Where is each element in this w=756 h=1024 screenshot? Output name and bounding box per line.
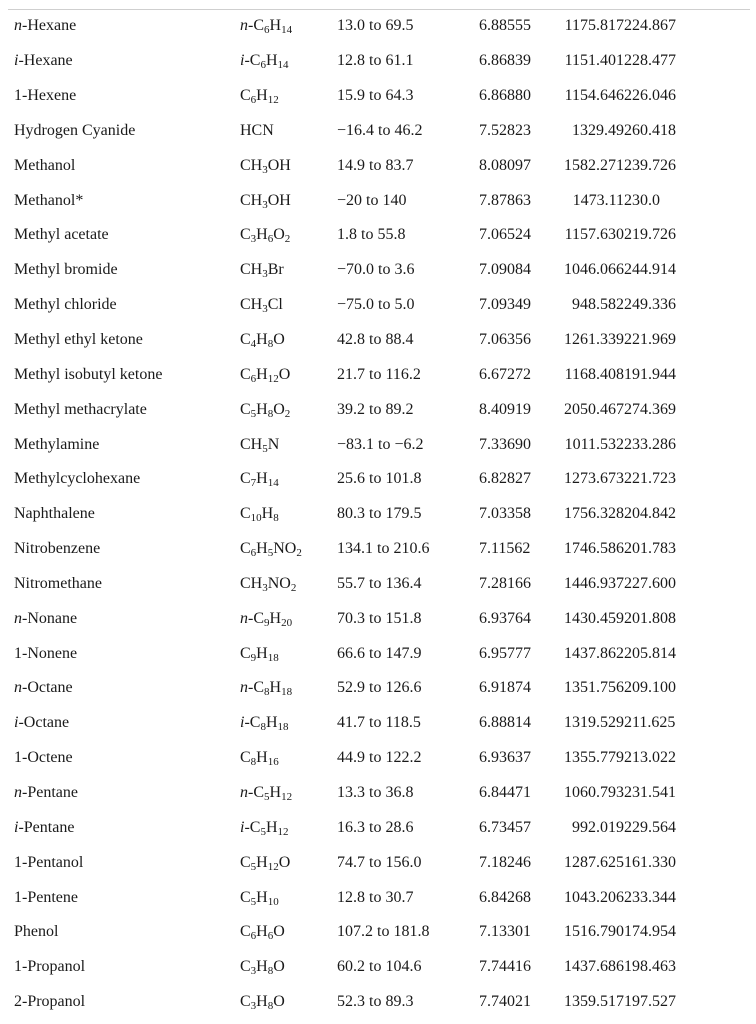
formula-cell: $CH_5N$ <box>240 435 280 455</box>
table-row <box>14 950 694 985</box>
formula-cell: $i-C_8H_{18}$ <box>240 714 289 734</box>
constant-a-cell: 6.84471 <box>479 783 531 801</box>
constant-a-cell: 6.84268 <box>479 888 531 906</box>
formula-cell: $n-C_5H_{12}$ <box>240 783 293 803</box>
formula-cell: $n-C_9H_{20}$ <box>240 609 293 629</box>
table-row <box>14 253 694 288</box>
compound-name-cell: Methylcyclohexane <box>14 470 141 488</box>
compound-name-cell: 1-Pentene <box>14 888 78 906</box>
compound-name-cell: i-Hexane <box>14 52 73 70</box>
constant-b-cell: 1430.459 <box>564 609 624 627</box>
constant-b-cell: 1355.779 <box>564 749 624 767</box>
compound-name-cell: Methanol <box>14 156 76 174</box>
constant-c-cell: 233.286 <box>624 435 676 453</box>
constant-a-cell: 6.88814 <box>479 714 531 732</box>
table-row <box>14 985 694 1020</box>
compound-name-cell: 2-Propanol <box>14 993 86 1011</box>
constant-a-cell: 6.86880 <box>479 87 531 105</box>
temperature-range-cell: 42.8 to 88.4 <box>337 331 414 349</box>
constant-a-cell: 8.08097 <box>479 156 531 174</box>
constant-a-cell: 6.93637 <box>479 749 531 767</box>
formula-cell: $C_4H_8O$ <box>240 331 285 351</box>
compound-name-cell: 1-Nonene <box>14 644 78 662</box>
compound-name-cell: Methyl methacrylate <box>14 400 147 418</box>
formula-cell: $C_5H_{10}$ <box>240 888 279 908</box>
constant-a-cell: 7.09349 <box>479 296 531 314</box>
formula-cell: $n-C_8H_{18}$ <box>240 679 293 699</box>
constant-b-cell: 1287.625 <box>564 853 624 871</box>
constant-c-cell: 231.541 <box>624 783 676 801</box>
compound-name-cell: 1-Pentanol <box>14 853 84 871</box>
constant-b-cell: 1175.817 <box>564 17 624 35</box>
table-row <box>14 148 694 183</box>
constant-b-cell: 1582.271 <box>564 156 624 174</box>
temperature-range-cell: 52.3 to 89.3 <box>337 993 414 1011</box>
constant-b-cell: 1157.630 <box>564 226 624 244</box>
formula-cell: $C_3H_8O$ <box>240 958 285 978</box>
constant-b-cell: 948.582 <box>572 296 624 314</box>
constant-a-cell: 6.73457 <box>479 818 531 836</box>
temperature-range-cell: 25.6 to 101.8 <box>337 470 422 488</box>
constant-a-cell: 7.52823 <box>479 121 531 139</box>
compound-name-cell: Nitromethane <box>14 574 102 592</box>
table-row <box>14 9 694 44</box>
table-row <box>14 601 694 636</box>
compound-name-cell: Methyl acetate <box>14 226 109 244</box>
constant-c-cell: 226.046 <box>624 87 676 105</box>
formula-cell: $n-C_6H_{14}$ <box>240 17 293 37</box>
constant-c-cell: 219.726 <box>624 226 676 244</box>
temperature-range-cell: −70.0 to 3.6 <box>337 261 415 279</box>
constant-c-cell: 191.944 <box>624 365 676 383</box>
constant-a-cell: 7.87863 <box>479 191 531 209</box>
constant-a-cell: 7.09084 <box>479 261 531 279</box>
table-row <box>14 706 694 741</box>
constant-b-cell: 992.019 <box>572 818 624 836</box>
compound-name-cell: Methylamine <box>14 435 100 453</box>
table-row <box>14 567 694 602</box>
formula-cell: $C_6H_{12}O$ <box>240 365 291 385</box>
formula-cell: $CH_3Br$ <box>240 261 284 281</box>
compound-name-cell: Hydrogen Cyanide <box>14 121 136 139</box>
constant-b-cell: 1329.49 <box>572 121 624 139</box>
formula-cell: $CH_3OH$ <box>240 191 291 211</box>
constant-c-cell: 229.564 <box>624 818 676 836</box>
table-row <box>14 218 694 253</box>
constant-a-cell: 6.95777 <box>479 644 531 662</box>
constant-c-cell: 201.783 <box>624 540 676 558</box>
table-row <box>14 79 694 114</box>
constant-b-cell: 1261.339 <box>564 331 624 349</box>
constant-a-cell: 8.40919 <box>479 400 531 418</box>
constant-a-cell: 6.86839 <box>479 52 531 70</box>
temperature-range-cell: 13.0 to 69.5 <box>337 17 414 35</box>
constant-b-cell: 1151.401 <box>564 52 624 70</box>
table-row <box>14 741 694 776</box>
constant-b-cell: 1359.517 <box>564 993 624 1011</box>
formula-cell: $C_3H_8O$ <box>240 993 285 1013</box>
compound-name-cell: Phenol <box>14 923 59 941</box>
constant-c-cell: 239.726 <box>624 156 676 174</box>
constant-a-cell: 7.74021 <box>479 993 531 1011</box>
compound-name-cell: n-Pentane <box>14 783 78 801</box>
constant-c-cell: 213.022 <box>624 749 676 767</box>
constant-c-cell: 174.954 <box>624 923 676 941</box>
constant-c-cell: 221.723 <box>624 470 676 488</box>
constant-b-cell: 1437.686 <box>564 958 624 976</box>
constant-b-cell: 2050.467 <box>564 400 624 418</box>
constant-b-cell: 1319.529 <box>564 714 624 732</box>
constant-a-cell: 7.33690 <box>479 435 531 453</box>
temperature-range-cell: 13.3 to 36.8 <box>337 783 414 801</box>
formula-cell: $CH_3Cl$ <box>240 296 283 316</box>
table-row <box>14 323 694 358</box>
constant-c-cell: 244.914 <box>624 261 676 279</box>
constant-b-cell: 1043.206 <box>564 888 624 906</box>
formula-cell: $C_6H_6O$ <box>240 923 285 943</box>
table-row <box>14 288 694 323</box>
constant-a-cell: 7.06356 <box>479 331 531 349</box>
table-row <box>14 810 694 845</box>
table-row <box>14 671 694 706</box>
formula-cell: $i-C_5H_{12}$ <box>240 818 289 838</box>
formula-cell: $C_3H_6O_2$ <box>240 226 291 246</box>
constant-b-cell: 1756.328 <box>564 505 624 523</box>
antoine-constants-table <box>14 9 694 1019</box>
constant-b-cell: 1746.586 <box>564 540 624 558</box>
temperature-range-cell: 12.8 to 61.1 <box>337 52 414 70</box>
compound-name-cell: i-Pentane <box>14 818 75 836</box>
table-row <box>14 357 694 392</box>
temperature-range-cell: 15.9 to 64.3 <box>337 87 414 105</box>
temperature-range-cell: 55.7 to 136.4 <box>337 574 422 592</box>
constant-c-cell: 274.369 <box>624 400 676 418</box>
compound-name-cell: Methyl ethyl ketone <box>14 331 143 349</box>
table-body <box>14 9 694 1019</box>
constant-c-cell: 198.463 <box>624 958 676 976</box>
table-row <box>14 880 694 915</box>
constant-c-cell: 227.600 <box>624 574 676 592</box>
constant-c-cell: 211.625 <box>624 714 676 732</box>
compound-name-cell: 1-Propanol <box>14 958 86 976</box>
constant-a-cell: 6.88555 <box>479 17 531 35</box>
constant-c-cell: 209.100 <box>624 679 676 697</box>
formula-cell: $i-C_6H_{14}$ <box>240 52 289 72</box>
constant-a-cell: 6.82827 <box>479 470 531 488</box>
temperature-range-cell: 60.2 to 104.6 <box>337 958 422 976</box>
constant-c-cell: 204.842 <box>624 505 676 523</box>
formula-cell: $CH_3OH$ <box>240 156 291 176</box>
compound-name-cell: n-Octane <box>14 679 73 697</box>
temperature-range-cell: −16.4 to 46.2 <box>337 121 423 139</box>
table-row <box>14 183 694 218</box>
constant-b-cell: 1351.756 <box>564 679 624 697</box>
constant-b-cell: 1516.790 <box>564 923 624 941</box>
table-row <box>14 392 694 427</box>
constant-c-cell: 249.336 <box>624 296 676 314</box>
compound-name-cell: 1-Octene <box>14 749 73 767</box>
constant-c-cell: 161.330 <box>624 853 676 871</box>
constant-c-cell: 228.477 <box>624 52 676 70</box>
temperature-range-cell: 12.8 to 30.7 <box>337 888 414 906</box>
temperature-range-cell: −20 to 140 <box>337 191 407 209</box>
compound-name-cell: Methyl bromide <box>14 261 118 279</box>
constant-c-cell: 230.0 <box>624 191 660 209</box>
constant-a-cell: 7.74416 <box>479 958 531 976</box>
formula-cell: $C_8H_{16}$ <box>240 749 279 769</box>
temperature-range-cell: 52.9 to 126.6 <box>337 679 422 697</box>
table-row <box>14 114 694 149</box>
table-row <box>14 497 694 532</box>
compound-name-cell: 1-Hexene <box>14 87 77 105</box>
temperature-range-cell: 1.8 to 55.8 <box>337 226 406 244</box>
table-row <box>14 776 694 811</box>
temperature-range-cell: 16.3 to 28.6 <box>337 818 414 836</box>
compound-name-cell: n-Hexane <box>14 17 77 35</box>
formula-cell: $C_6H_{12}$ <box>240 87 279 107</box>
temperature-range-cell: 21.7 to 116.2 <box>337 365 421 383</box>
compound-name-cell: Methanol* <box>14 191 84 209</box>
constant-c-cell: 205.814 <box>624 644 676 662</box>
constant-b-cell: 1154.646 <box>564 87 624 105</box>
constant-a-cell: 6.91874 <box>479 679 531 697</box>
temperature-range-cell: −75.0 to 5.0 <box>337 296 415 314</box>
constant-a-cell: 7.03358 <box>479 505 531 523</box>
compound-name-cell: Methyl isobutyl ketone <box>14 365 163 383</box>
compound-name-cell: Methyl chloride <box>14 296 117 314</box>
constant-b-cell: 1168.408 <box>564 365 624 383</box>
formula-cell: $CH_3NO_2$ <box>240 574 297 594</box>
formula-cell: HCN <box>240 121 274 139</box>
formula-cell: $C_5H_8O_2$ <box>240 400 291 420</box>
formula-cell: $C_9H_{18}$ <box>240 644 279 664</box>
formula-cell: $C_6H_5NO_2$ <box>240 540 302 560</box>
temperature-range-cell: 39.2 to 89.2 <box>337 400 414 418</box>
table-row <box>14 636 694 671</box>
constant-b-cell: 1060.793 <box>564 783 624 801</box>
constant-b-cell: 1473.11 <box>572 191 624 209</box>
table-row <box>14 462 694 497</box>
table-row <box>14 427 694 462</box>
constant-a-cell: 7.06524 <box>479 226 531 244</box>
table-row <box>14 915 694 950</box>
temperature-range-cell: 70.3 to 151.8 <box>337 609 422 627</box>
temperature-range-cell: 80.3 to 179.5 <box>337 505 422 523</box>
formula-cell: $C_7H_{14}$ <box>240 470 279 490</box>
constant-a-cell: 7.28166 <box>479 574 531 592</box>
temperature-range-cell: 66.6 to 147.9 <box>337 644 422 662</box>
constant-c-cell: 224.867 <box>624 17 676 35</box>
temperature-range-cell: 41.7 to 118.5 <box>337 714 421 732</box>
constant-a-cell: 6.93764 <box>479 609 531 627</box>
constant-b-cell: 1011.532 <box>564 435 624 453</box>
temperature-range-cell: 107.2 to 181.8 <box>337 923 430 941</box>
compound-name-cell: Nitrobenzene <box>14 540 101 558</box>
constant-a-cell: 7.11562 <box>479 540 531 558</box>
constant-b-cell: 1046.066 <box>564 261 624 279</box>
temperature-range-cell: 134.1 to 210.6 <box>337 540 430 558</box>
constant-a-cell: 7.18246 <box>479 853 531 871</box>
temperature-range-cell: 14.9 to 83.7 <box>337 156 414 174</box>
constant-c-cell: 233.344 <box>624 888 676 906</box>
constant-b-cell: 1273.673 <box>564 470 624 488</box>
temperature-range-cell: −83.1 to −6.2 <box>337 435 424 453</box>
formula-cell: $C_5H_{12}O$ <box>240 853 291 873</box>
temperature-range-cell: 74.7 to 156.0 <box>337 853 422 871</box>
constant-c-cell: 201.808 <box>624 609 676 627</box>
compound-name-cell: i-Octane <box>14 714 70 732</box>
constant-c-cell: 260.418 <box>624 121 676 139</box>
compound-name-cell: n-Nonane <box>14 609 78 627</box>
table-row <box>14 532 694 567</box>
constant-a-cell: 7.13301 <box>479 923 531 941</box>
constant-c-cell: 197.527 <box>624 993 676 1011</box>
temperature-range-cell: 44.9 to 122.2 <box>337 749 422 767</box>
constant-a-cell: 6.67272 <box>479 365 531 383</box>
formula-cell: $C_{10}H_8$ <box>240 505 279 525</box>
compound-name-cell: Naphthalene <box>14 505 95 523</box>
constant-b-cell: 1437.862 <box>564 644 624 662</box>
constant-b-cell: 1446.937 <box>564 574 624 592</box>
table-row <box>14 845 694 880</box>
constant-c-cell: 221.969 <box>624 331 676 349</box>
table-row <box>14 44 694 79</box>
